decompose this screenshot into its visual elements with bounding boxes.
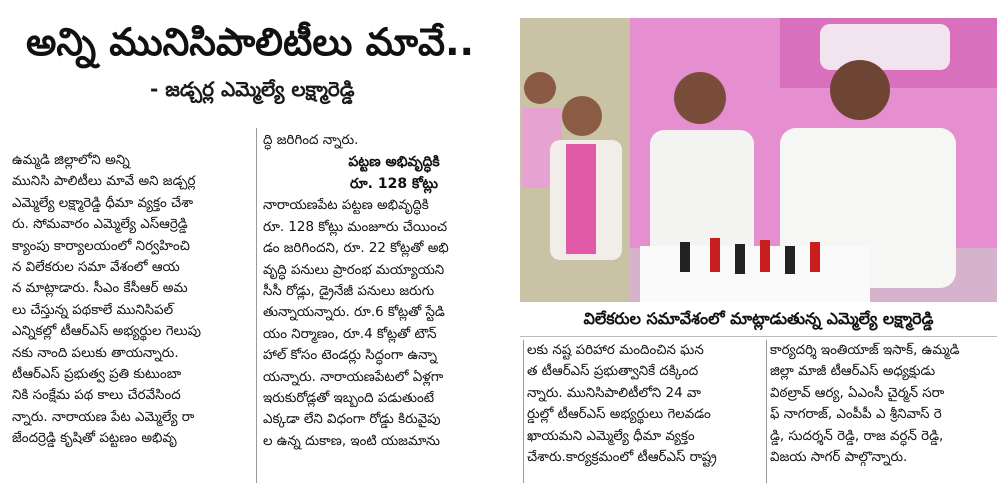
table xyxy=(640,246,870,302)
microphone xyxy=(735,244,745,274)
column-1-line: లు చేస్తున్న పథకాలే మునిసిపల్ xyxy=(12,302,174,318)
headline: అన్ని మునిసిపాలిటీలు మావే.. xyxy=(26,20,474,64)
column-1-line: నికి సంక్షేమ పథ కాలు చేరవేసింద xyxy=(12,388,181,404)
press-meet-photo xyxy=(520,18,997,302)
column-2-body xyxy=(263,195,525,452)
column-2-line: సీసీ రోడ్లు, డ్రైనేజీ పనులు జరుగు xyxy=(263,284,435,300)
column-1-line: టీఆర్ఎస్ ప్రభుత్వ ప్రతి కుటుంబా xyxy=(12,367,182,383)
column-2-lead-line: ద్ధి జరిగింద న్నారు. xyxy=(263,133,359,148)
byline: - జడ్చర్ల ఎమ్మెల్యే లక్ష్మారెడ్డి xyxy=(150,77,355,101)
column-3-line: ర్డుల్లో టీఆర్ఎస్ అభ్యర్థులు గెలవడం xyxy=(527,407,711,423)
column-3-line: ఖాయమని ఎమ్మెల్యే ధీమా వ్యక్తం xyxy=(527,428,695,444)
column-2-line: ఎక్కడా లేని విధంగా రోడ్డు కిరువైపు xyxy=(263,412,441,428)
article-column-4 xyxy=(770,340,1002,480)
column-divider xyxy=(523,340,524,483)
column-2-line: డం జరిగిందని, రూ. 22 కోట్లతో అభి xyxy=(263,241,449,257)
subheading-line-1: పట్టణ అభివృద్ధికి xyxy=(348,154,440,171)
column-3-line: త టీఆర్ఎస్ ప్రభుత్వానికే దక్కింద xyxy=(527,364,699,380)
column-1-line: న విలేకరుల సమా వేశంలో ఆయ xyxy=(12,260,180,276)
article-column-1 xyxy=(12,150,252,480)
column-1-line: న్నారు. నారాయణ పేట ఎమ్మెల్యే రా xyxy=(12,409,195,425)
article-column-2 xyxy=(263,130,525,485)
column-4-line: విజయ సాగర్ పాల్గొన్నారు. xyxy=(770,450,908,466)
column-2-line: ఇరుకురోడ్లతో ఇబ్బంది పడుతుంటే xyxy=(263,391,435,407)
column-1-line: క్యాంపు కార్యాలయంలో నిర్వహించి xyxy=(12,238,190,254)
column-4-line: డ్డి, సుదర్శన్ రెడ్డి, రాజ వర్ధన్ రెడ్డి, xyxy=(770,428,944,444)
column-2-line: యన్నారు. నారాయణపేటలో ఏళ్లగా xyxy=(263,369,444,385)
microphone xyxy=(785,246,795,274)
column-4-line: కార్యదర్శి ఇంతియాజ్ ఇసాక్, ఉమ్మడి xyxy=(770,343,960,358)
column-4-line: విఠల్రావ్ ఆర్య, ఏఎంసీ చైర్మన్ సరా xyxy=(770,385,945,401)
column-divider xyxy=(256,128,257,483)
column-2-line: నారాయణపేట పట్టణ అభివృద్ధికి xyxy=(263,198,429,214)
microphone xyxy=(810,242,820,272)
column-3-line: లకు నష్ట పరిహార మందించిన ఘన xyxy=(527,343,704,358)
column-1-line: జేందర్రెడ్డి కృషితో పట్టణం అభివృ xyxy=(12,431,177,447)
car-emblem xyxy=(820,24,950,70)
article-column-3 xyxy=(527,340,765,480)
column-2-line: యం నిర్మాణం, రూ.4 కోట్లతో టౌన్ xyxy=(263,326,437,342)
news-photo xyxy=(520,18,997,302)
subheading-line-2: రూ. 128 కోట్లు xyxy=(350,176,438,193)
column-1-line: మునిసి పాలిటీలు మావే అని జడ్చర్ల xyxy=(12,174,196,190)
column-1-line: న మాట్లాడారు. సీఎం కేసీఆర్ అమ xyxy=(12,281,188,297)
column-3-line: చేశారు.కార్యక్రమంలో టీఆర్ఎస్ రాష్ట్ర xyxy=(527,450,717,466)
microphone xyxy=(680,242,690,272)
column-1-line: రు. సోమవారం ఎమ్మెల్యే ఎస్ఆర్రెడ్డి xyxy=(12,217,188,233)
column-1-line: ఎమ్మెల్యే లక్ష్మారెడ్డి ధీమా వ్యక్తం చేశా xyxy=(12,195,194,211)
column-1-line: నకు నాంది పలుకు తాయన్నారు. xyxy=(12,345,179,361)
column-divider xyxy=(766,340,767,483)
column-1-line: ఉమ్మడి జిల్లాలోని అన్ని xyxy=(12,153,130,168)
photo-caption: విలేకరుల సమావేశంలో మాట్లాడుతున్న ఎమ్మెల్యే లక్ష్మారెడ్డి xyxy=(520,302,997,337)
column-2-line: రూ. 128 కోట్లు మంజూరు చేయించ xyxy=(263,219,448,235)
microphone xyxy=(710,238,720,272)
column-1-line: ఎన్నికల్లో టీఆర్ఎస్ అభ్యర్థుల గెలుపు xyxy=(12,324,202,340)
microphone xyxy=(760,240,770,272)
column-4-line: ఫ్ నాగరాజ్, ఎంపీపీ ఎ శ్రీనివాస్ రె xyxy=(770,407,942,423)
column-2-line: హాల్ కోసం టెండర్లు సిద్ధంగా ఉన్నా xyxy=(263,348,437,364)
column-2-line: వృద్ధి పనులు ప్రారంభ మయ్యాయని xyxy=(263,262,445,278)
column-2-line: తున్నాయన్నారు. రూ.6 కోట్లతో స్టేడి xyxy=(263,305,445,321)
column-4-line: జిల్లా మాజీ టీఆర్ఎస్ అధ్యక్షుడు xyxy=(770,364,936,380)
column-3-line: న్నారు. మునిసిపాలిటీలోని 24 వా xyxy=(527,385,701,401)
column-2-line: ల ఉన్న దుకాణ, ఇంటి యజమాను xyxy=(263,433,441,449)
